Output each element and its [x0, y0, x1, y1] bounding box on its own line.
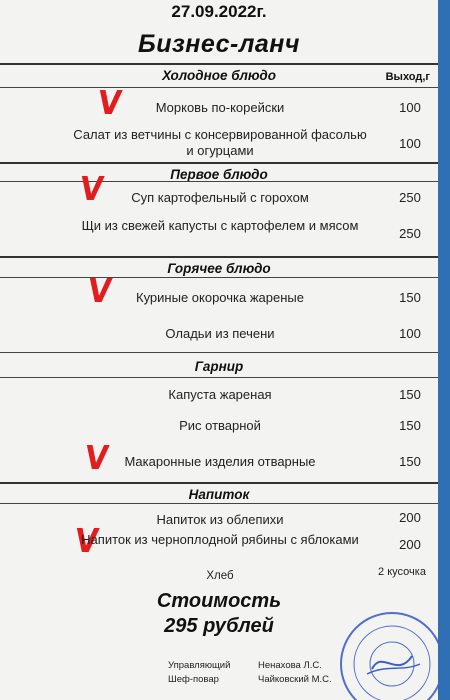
section-title: Гарнир	[194, 359, 244, 374]
dish-qty: 100	[399, 326, 421, 341]
divider	[0, 277, 438, 278]
section-title: Первое блюдо	[170, 167, 268, 182]
menu-date: 27.09.2022г.	[171, 2, 267, 21]
dish-qty: 150	[399, 418, 421, 433]
divider	[0, 87, 438, 88]
company-stamp	[340, 612, 438, 700]
dish-qty: 100	[399, 100, 421, 115]
divider	[0, 352, 438, 353]
dish-qty: 2 кусочка	[378, 566, 426, 578]
check-mark: V	[77, 170, 106, 209]
yield-header: Выход,г	[385, 71, 430, 83]
divider	[0, 503, 438, 504]
signature-name: Ненахова Л.С.	[258, 660, 322, 671]
dish-qty: 250	[399, 226, 421, 241]
dish-name: Морковь по-корейски	[155, 100, 285, 115]
section-title: Напиток	[188, 487, 250, 502]
check-mark: V	[82, 439, 111, 478]
dish-name: Рис отварной	[179, 418, 261, 433]
dish-name: Щи из свежей капусты с картофелем и мясом	[81, 218, 359, 233]
dish-qty: 150	[399, 454, 421, 469]
dish-qty: 200	[399, 510, 421, 525]
divider	[0, 377, 438, 378]
dish-qty: 200	[399, 537, 421, 552]
signature-role: Управляющий	[168, 660, 231, 671]
dish-name: Суп картофельный с горохом	[131, 190, 309, 205]
dish-qty: 150	[399, 387, 421, 402]
dish-name: Напиток из черноплодной рябины с яблоками	[81, 532, 359, 547]
dish-qty: 150	[399, 290, 421, 305]
section-drink	[0, 482, 438, 505]
section-title: Холодное блюдо	[162, 68, 276, 83]
menu-title: Бизнес-ланч	[138, 30, 300, 58]
check-mark: V	[95, 84, 124, 123]
price-value: 295 рублей	[164, 615, 274, 637]
dish-name: Капуста жареная	[168, 387, 272, 402]
price-label: Стоимость	[156, 590, 282, 612]
dish-qty: 250	[399, 190, 421, 205]
dish-name: Оладьи из печени	[165, 326, 275, 341]
check-mark: V	[72, 522, 101, 561]
dish-name: Макаронные изделия отварные	[124, 454, 316, 469]
signature-name: Чайковский М.С.	[258, 674, 332, 685]
section-cold-dish	[0, 63, 438, 89]
stamp-graphic	[342, 614, 438, 700]
section-hot-dish	[0, 256, 438, 279]
dish-name: Куриные окорочка жареные	[136, 290, 304, 305]
section-side-dish	[0, 356, 438, 376]
signature-role: Шеф-повар	[168, 674, 219, 685]
divider	[0, 181, 438, 182]
dish-name: Салат из ветчины с консервированной фасолью и огурцами	[73, 127, 367, 158]
dish-qty: 100	[399, 136, 421, 151]
section-title: Горячее блюдо	[167, 261, 271, 276]
dish-name: Хлеб	[206, 570, 234, 582]
dish-name: Напиток из облепихи	[156, 512, 284, 527]
check-mark: V	[85, 272, 114, 311]
